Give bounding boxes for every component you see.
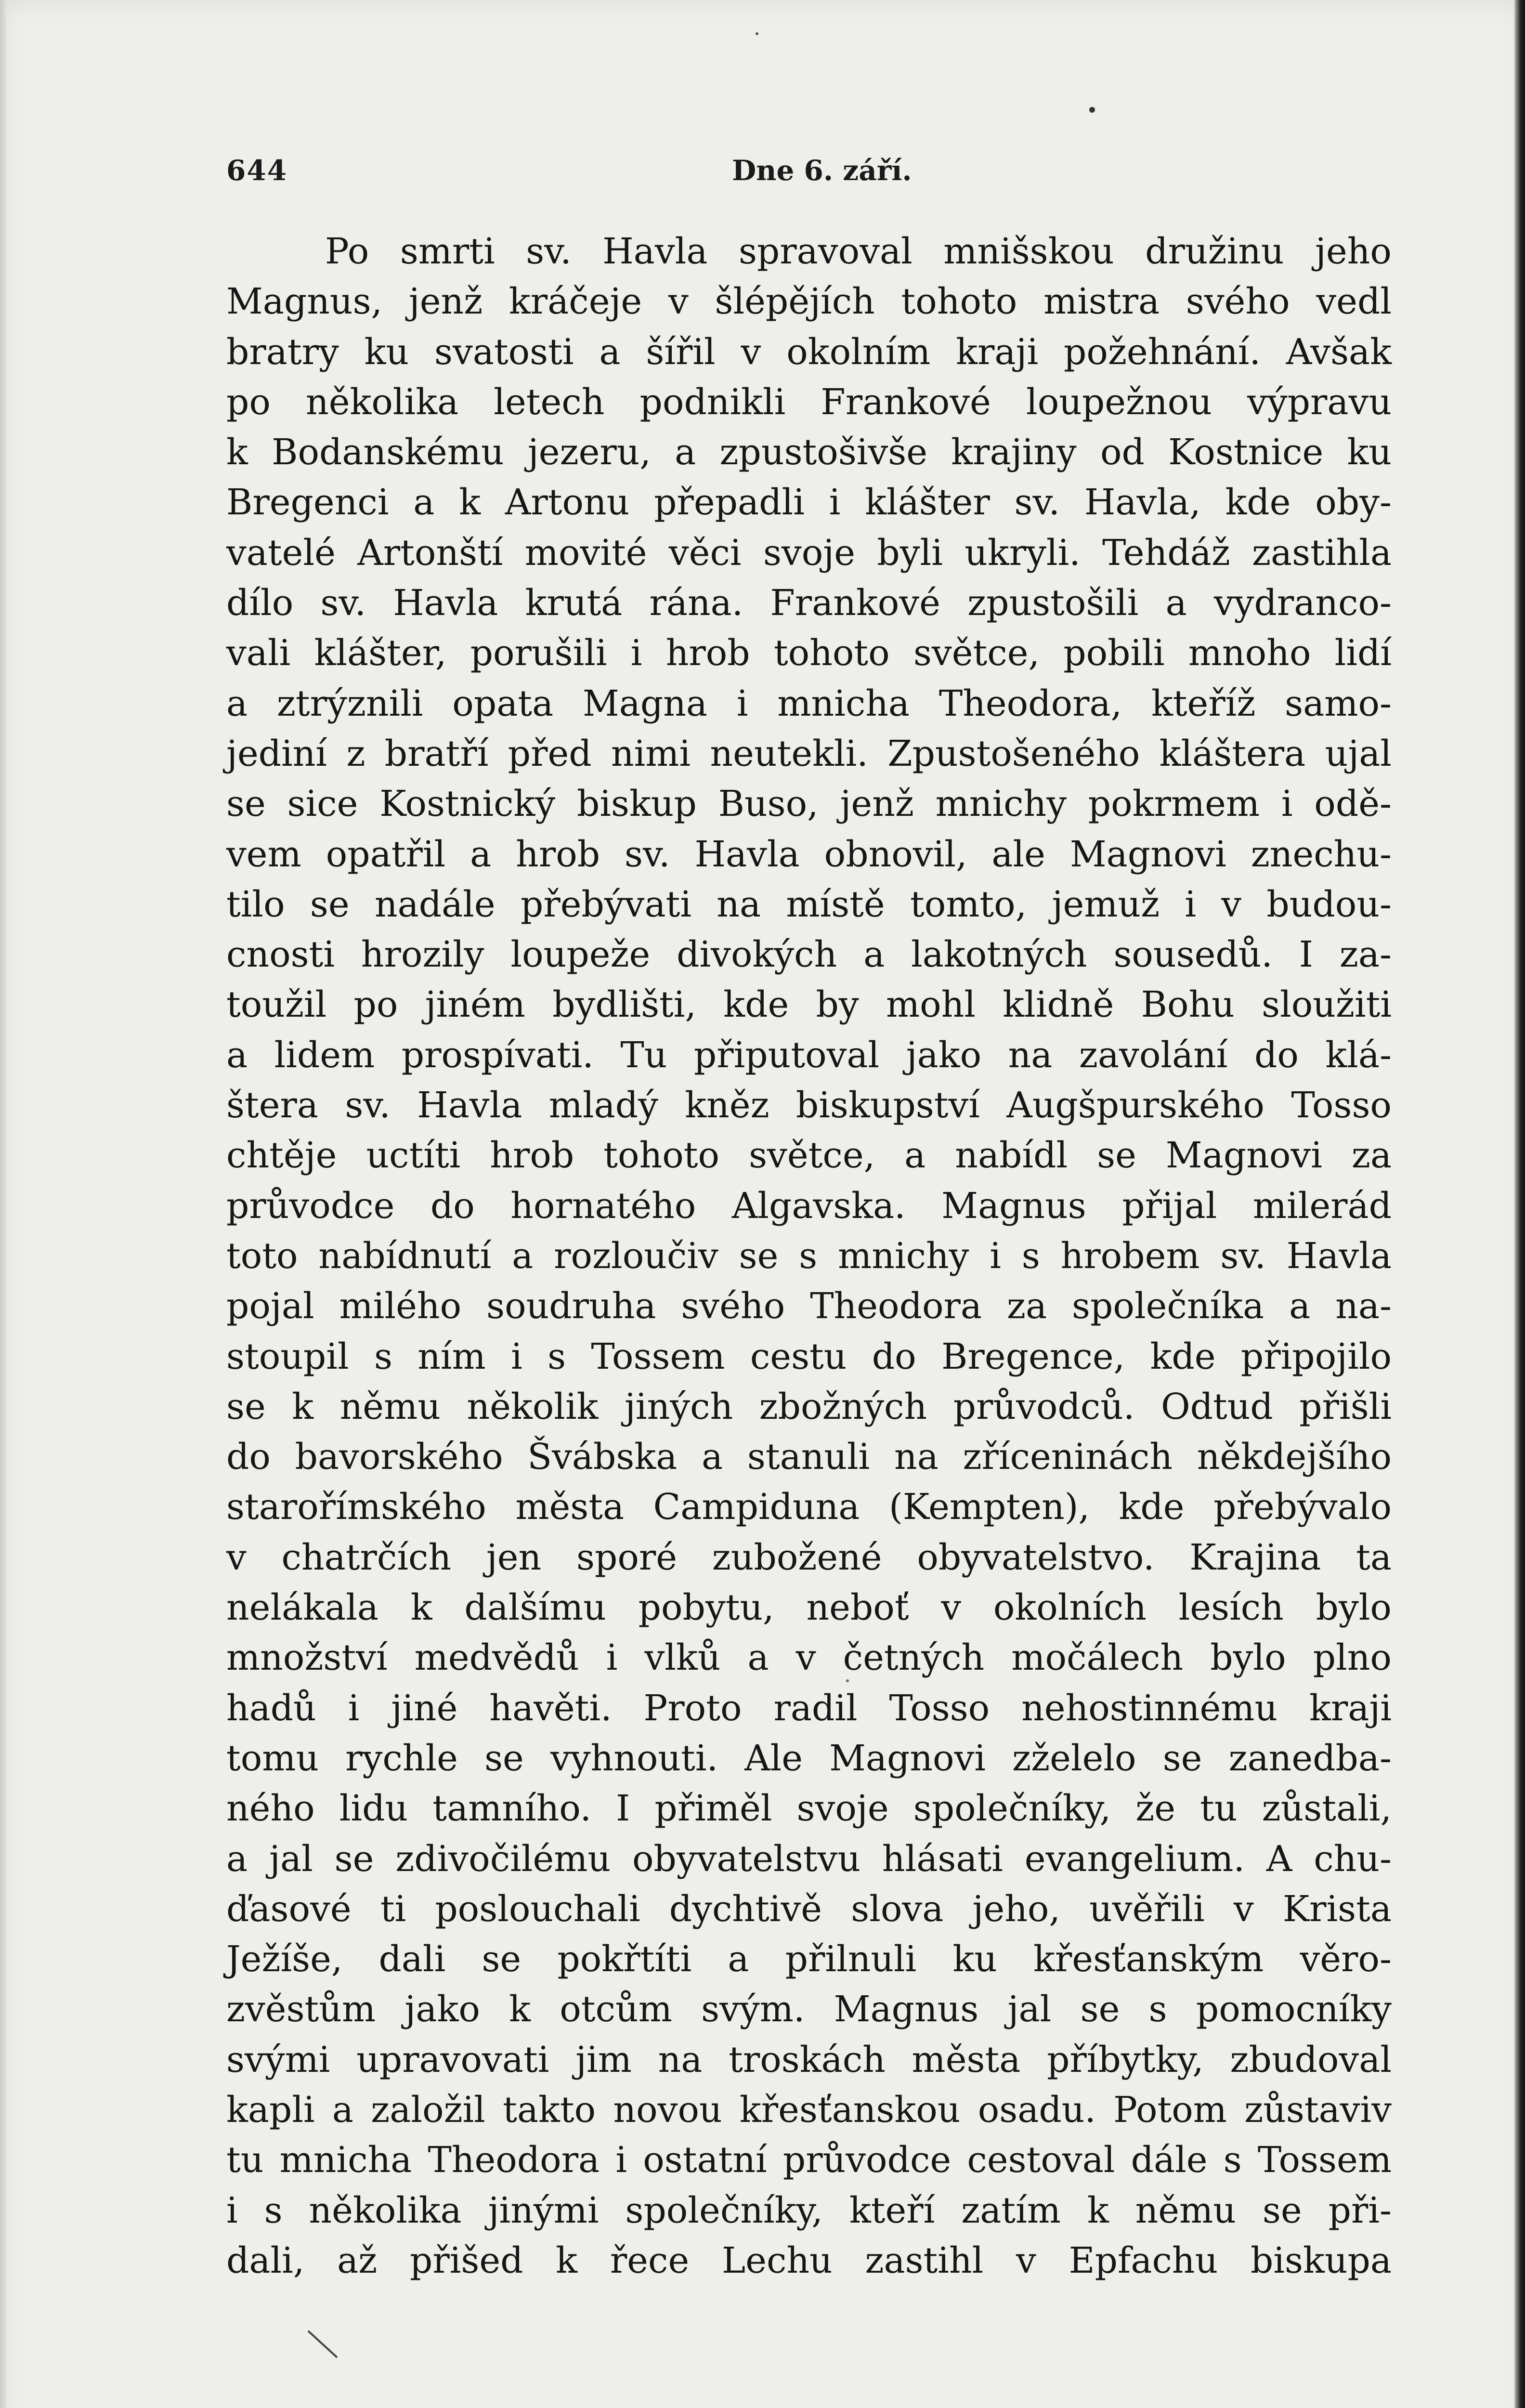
- text-line: starořímského města Campiduna (Kempten), kde přebývalo: [226, 1486, 1392, 1528]
- body-text: [226, 226, 1392, 2286]
- speck: [308, 2331, 337, 2357]
- text-line: se sice Kostnický biskup Buso, jenž mnichy pokrmem i odě-: [226, 783, 1392, 825]
- text-line: toto nabídnutí a rozloučiv se s mnichy i s hrobem sv. Havla: [226, 1235, 1392, 1277]
- text-line: svými upravovati jim na troskách města příbytky, zbudoval: [226, 2039, 1392, 2081]
- running-title: Dne 6. září.: [732, 154, 912, 187]
- text-line: jediní z bratří před nimi neutekli. Zpustošeného kláštera ujal: [226, 733, 1392, 774]
- text-line: cnosti hrozily loupeže divokých a lakotných sousedů. I za-: [226, 934, 1392, 976]
- page-header: [226, 154, 1382, 193]
- text-line: a ztrýznili opata Magna i mnicha Theodora, kteříž samo-: [226, 682, 1392, 724]
- text-line: Ježíše, dali se pokřtíti a přilnuli ku křesťanským věro-: [226, 1938, 1392, 1980]
- text-line: a jal se zdivočilému obyvatelstvu hlásati evangelium. A chu-: [226, 1838, 1392, 1880]
- page-binding-shadow: [1514, 0, 1525, 2408]
- text-line: do bavorského Švábska a stanuli na zříceninách někdejšího: [226, 1436, 1392, 1478]
- text-line: pojal milého soudruha svého Theodora za společníka a na-: [226, 1285, 1392, 1327]
- text-line: průvodce do hornatého Algavska. Magnus přijal milerád: [226, 1185, 1392, 1227]
- text-line: k Bodanskému jezeru, a zpustošivše krajiny od Kostnice ku: [226, 432, 1392, 473]
- text-line: bratry ku svatosti a šířil v okolním kraji požehnání. Avšak: [226, 331, 1392, 373]
- text-line: vem opatřil a hrob sv. Havla obnovil, ale Magnovi znechu-: [226, 833, 1392, 875]
- text-line: Po smrti sv. Havla spravoval mnišskou družinu jeho: [325, 231, 1392, 272]
- text-line: ného lidu tamního. I přiměl svoje společníky, že tu zůstali,: [226, 1788, 1392, 1830]
- text-line: a lidem prospívati. Tu připutoval jako na zavolání do klá-: [226, 1034, 1392, 1076]
- text-line: Bregenci a k Artonu přepadli i klášter sv. Havla, kde oby-: [226, 482, 1392, 523]
- page-left-edge: [0, 0, 7, 2408]
- text-line: dali, až přišed k řece Lechu zastihl v Epfachu biskupa: [226, 2239, 1392, 2281]
- text-line: tilo se nadále přebývati na místě tomto, jemuž i v budou-: [226, 883, 1392, 925]
- text-line: dílo sv. Havla krutá rána. Frankové zpustošili a vydranco-: [226, 582, 1392, 624]
- text-line: toužil po jiném bydlišti, kde by mohl klidně Bohu sloužiti: [226, 984, 1392, 1026]
- text-line: štera sv. Havla mladý kněz biskupství Augšpurského Tosso: [226, 1085, 1392, 1126]
- text-line: ďasové ti poslouchali dychtivě slova jeho, uvěřili v Krista: [226, 1888, 1392, 1930]
- page-number: 644: [226, 154, 288, 187]
- text-line: zvěstům jako k otcům svým. Magnus jal se s pomocníky: [226, 1989, 1392, 2030]
- text-line: stoupil s ním i s Tossem cestu do Bregence, kde připojilo: [226, 1335, 1392, 1377]
- text-line: nelákala k dalšímu pobytu, neboť v okolních lesích bylo: [226, 1587, 1392, 1629]
- text-line: vali klášter, porušili i hrob tohoto světce, pobili mnoho lidí: [226, 632, 1392, 674]
- speck: [756, 32, 758, 35]
- text-line: v chatrčích jen sporé zubožené obyvatelstvo. Krajina ta: [226, 1536, 1392, 1578]
- text-line: po několika letech podnikli Frankové loupežnou výpravu: [226, 381, 1392, 423]
- text-line: i s několika jinými společníky, kteří zatím k němu se při-: [226, 2189, 1392, 2231]
- text-line: kapli a založil takto novou křesťanskou osadu. Potom zůstaviv: [226, 2089, 1392, 2131]
- text-line: se k němu několik jiných zbožných průvodců. Odtud přišli: [226, 1386, 1392, 1427]
- text-line: vatelé Artonští movité věci svoje byli ukryli. Tehdáž zastihla: [226, 532, 1392, 574]
- text-line: Magnus, jenž kráčeje v šlépějích tohoto mistra svého vedl: [226, 281, 1392, 323]
- text-line: tu mnicha Theodora i ostatní průvodce cestoval dále s Tossem: [226, 2139, 1392, 2181]
- speck: [1089, 107, 1095, 113]
- text-line: chtěje uctíti hrob tohoto světce, a nabídl se Magnovi za: [226, 1135, 1392, 1177]
- text-line: hadů i jiné havěti. Proto radil Tosso nehostinnému kraji: [226, 1687, 1392, 1729]
- text-line: množství medvědů i vlků a v četných močálech bylo plno: [226, 1637, 1392, 1679]
- text-line: tomu rychle se vyhnouti. Ale Magnovi zželelo se zanedba-: [226, 1737, 1392, 1779]
